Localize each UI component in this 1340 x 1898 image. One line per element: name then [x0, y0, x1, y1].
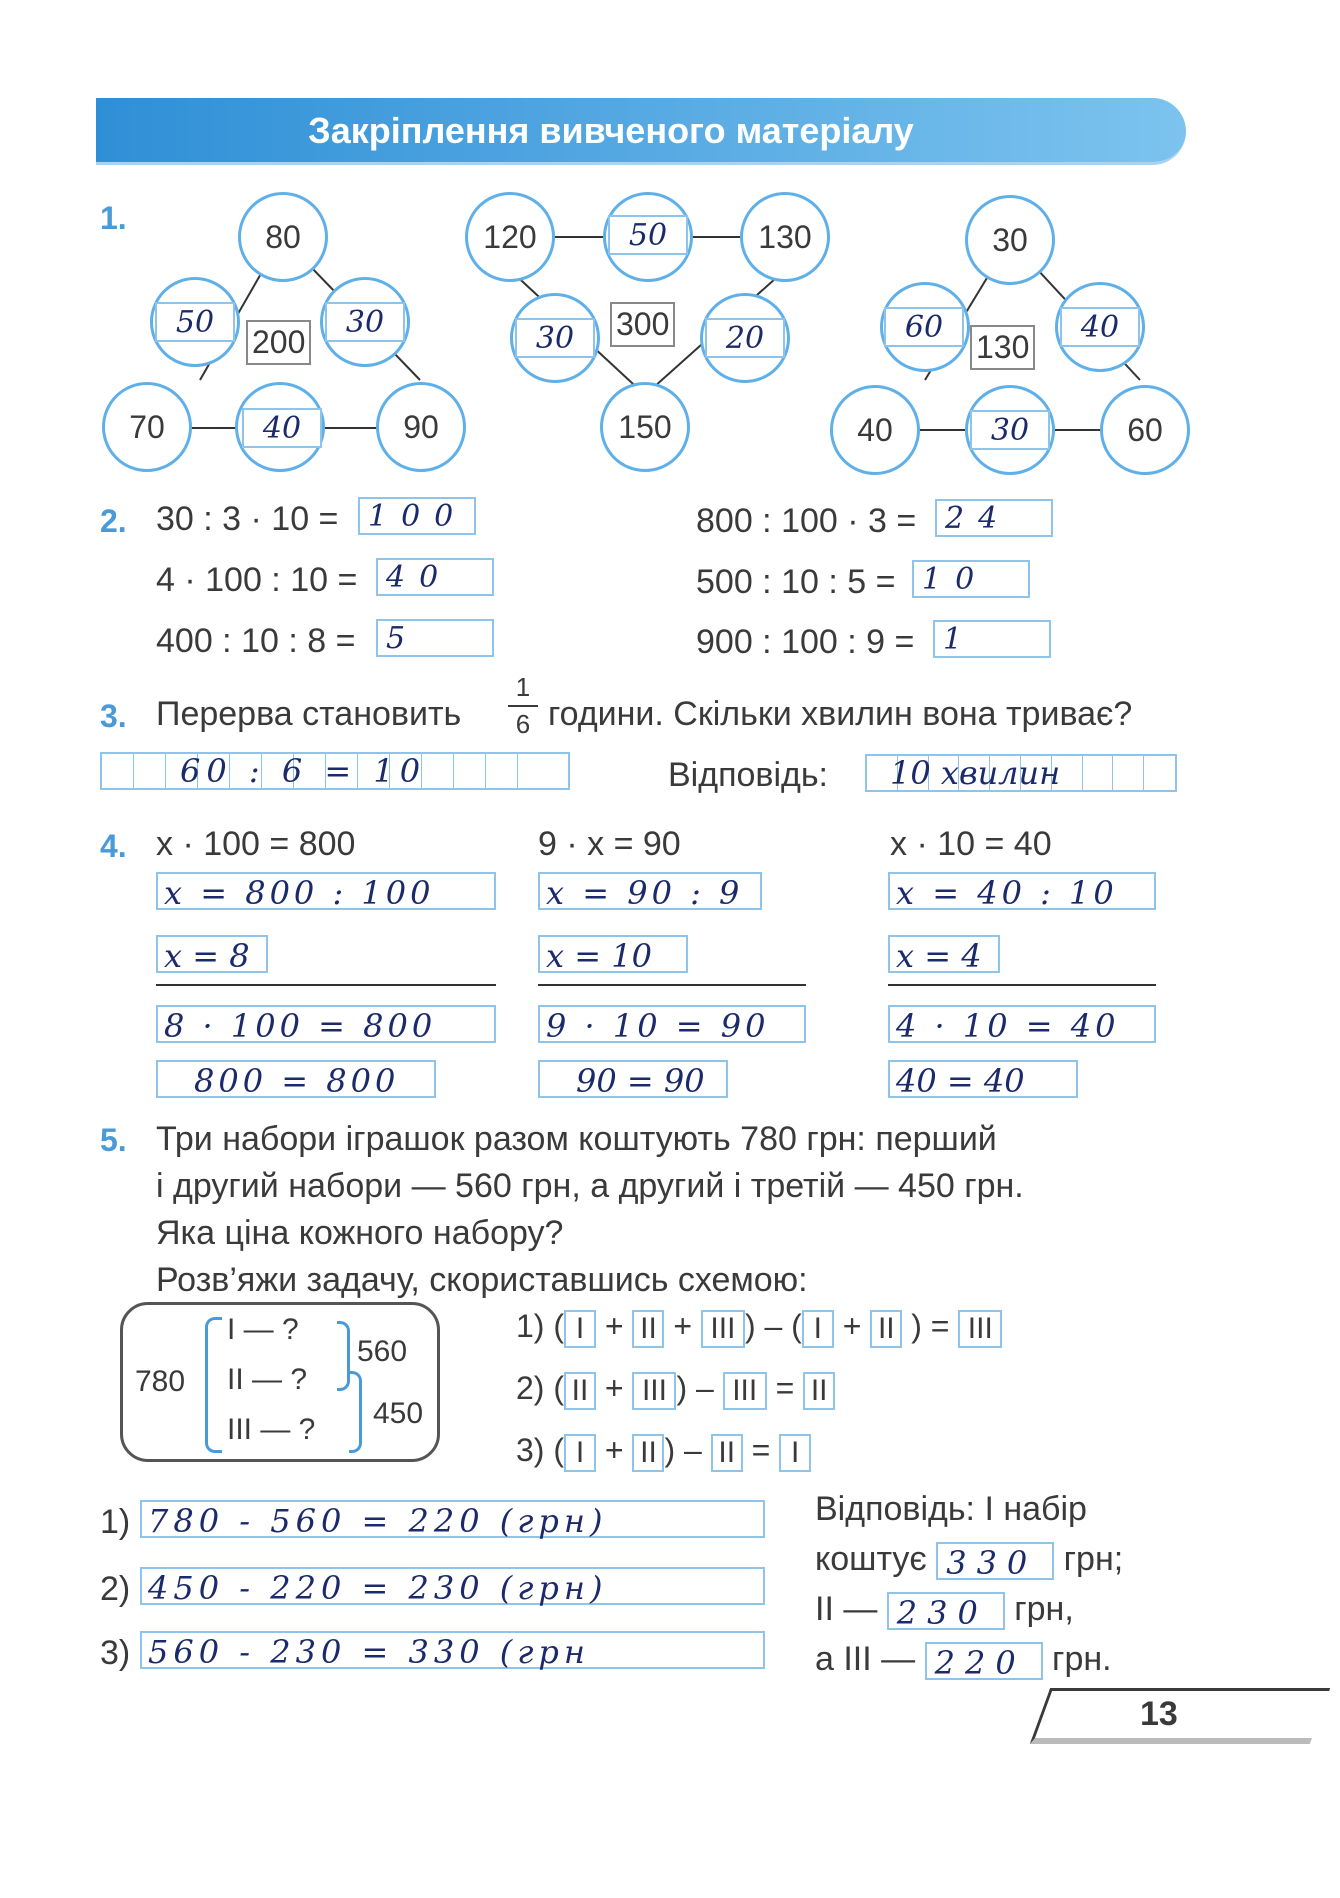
ex5-answer-value-2: 230	[887, 1592, 1005, 1630]
ex4-col2-divider	[538, 984, 806, 986]
ex4-col1-equation: x · 100 = 800	[156, 825, 356, 863]
ex3-text-before: Перерва становить	[156, 695, 462, 733]
ex5-solution-3-number: 3)	[100, 1634, 131, 1672]
ex4-col2-check2: 90 = 90	[538, 1060, 728, 1098]
t3-top-circle: 30	[965, 195, 1055, 285]
ex5-solution-1: 780 - 560 = 220 (грн)	[140, 1500, 765, 1538]
t3-edge-right-answer: 40	[1060, 307, 1140, 347]
exercise-1-number: 1.	[100, 200, 127, 236]
t1-center-number: 200	[246, 320, 311, 365]
ex2-answer-2: 40	[376, 558, 494, 596]
scheme-sum-560: 560	[357, 1335, 408, 1368]
ex5-line-1: Три набори іграшок разом коштують 780 грн: перший	[156, 1120, 997, 1158]
ex4-col3-check2: 40 = 40	[888, 1060, 1078, 1098]
ex4-col2-equation: 9 · x = 90	[538, 825, 681, 863]
ex2-answer-3: 5	[376, 619, 494, 657]
ex4-col2-step2: x = 10	[538, 935, 688, 973]
t1-right-circle: 90	[376, 382, 466, 472]
ex3-answer-label: Відповідь:	[668, 756, 829, 794]
ex4-col3-step1: x = 40 : 10	[888, 872, 1156, 910]
ex5-solution-2-number: 2)	[100, 1570, 131, 1608]
t2-bottom-circle: 150	[600, 382, 690, 472]
t1-left-circle: 70	[102, 382, 192, 472]
ex4-col3-equation: x · 10 = 40	[890, 825, 1052, 863]
scheme-set-1: I — ?	[227, 1313, 299, 1346]
ex2-answer-1: 100	[358, 497, 476, 535]
t3-edge-bottom-answer: 30	[970, 410, 1050, 450]
ex4-col1-check2: 800 = 800	[156, 1060, 436, 1098]
ex3-fraction-numerator: 1	[515, 672, 531, 702]
ex5-answer-value-3: 220	[925, 1642, 1043, 1680]
ex4-col2-check1: 9 · 10 = 90	[538, 1005, 806, 1043]
ex5-step-3: 3) ( I + II ) – II = I	[516, 1432, 811, 1472]
t3-right-circle: 60	[1100, 385, 1190, 475]
scheme-brace-450	[349, 1371, 362, 1453]
ex5-line-3: Яка ціна кожного набору?	[156, 1214, 564, 1252]
header-title: Закріплення вивченого матеріалу	[308, 110, 914, 151]
ex3-fraction-denominator: 6	[515, 709, 531, 739]
t2-edge-left-answer: 30	[515, 318, 595, 358]
t1-top-circle: 80	[238, 192, 328, 282]
ex2-answer-6: 1	[933, 620, 1051, 658]
t1-edge-right-answer: 30	[325, 302, 405, 342]
ex5-answer-value-1: 330	[936, 1542, 1054, 1580]
ex2-expr-5: 500 : 10 : 5 =	[696, 563, 896, 601]
scheme-sum-450: 450	[373, 1397, 424, 1430]
t2-left-circle: 120	[465, 192, 555, 282]
ex3-work: 60 : 6 = 10	[180, 752, 427, 790]
ex5-step-1: 1) ( I + II + III ) – ( I + II ) = III	[516, 1308, 1002, 1348]
ex4-col3-check1: 4 · 10 = 40	[888, 1005, 1156, 1043]
page-number-tab	[1030, 1688, 1330, 1744]
ex2-answer-4: 24	[935, 499, 1053, 537]
ex5-answer-line-3: II — 230 грн,	[815, 1590, 1074, 1633]
ex4-col1-check1: 8 · 100 = 800	[156, 1005, 496, 1043]
t3-left-circle: 40	[830, 385, 920, 475]
scheme-total: 780	[135, 1365, 186, 1398]
t1-edge-bottom-answer: 40	[242, 408, 322, 448]
t3-edge-left-answer: 60	[884, 307, 964, 347]
exercise-4-number: 4.	[100, 828, 127, 864]
ex2-expr-2: 4 · 100 : 10 =	[156, 561, 358, 599]
t2-right-circle: 130	[740, 192, 830, 282]
ex5-solution-1-number: 1)	[100, 1503, 131, 1541]
ex5-scheme	[120, 1302, 440, 1462]
ex5-solution-3: 560 - 230 = 330 (грн	[140, 1631, 765, 1669]
scheme-brace-left	[205, 1317, 222, 1453]
scheme-set-2: II — ?	[227, 1363, 308, 1396]
ex5-solution-2: 450 - 220 = 230 (грн)	[140, 1567, 765, 1605]
t3-center-number: 130	[970, 325, 1035, 370]
ex5-answer-line-2: коштує 330 грн;	[815, 1540, 1124, 1583]
scheme-set-3: III — ?	[227, 1413, 316, 1446]
exercise-2-number: 2.	[100, 503, 127, 539]
ex5-answer-line-1: Відповідь: I набір	[815, 1490, 1087, 1528]
ex4-col3-step2: x = 4	[888, 935, 1000, 973]
ex2-answer-5: 10	[912, 560, 1030, 598]
ex2-expr-4: 800 : 100 · 3 =	[696, 502, 917, 540]
ex5-answer-line-4: а III — 220 грн.	[815, 1640, 1112, 1683]
ex2-expr-6: 900 : 100 : 9 =	[696, 623, 915, 661]
exercise-5-number: 5.	[100, 1122, 127, 1158]
ex4-col1-step2: x = 8	[156, 935, 268, 973]
ex4-col1-step1: x = 800 : 100	[156, 872, 496, 910]
t2-center-number: 300	[610, 302, 675, 347]
page-number: 13	[1140, 1695, 1178, 1733]
t1-edge-left-answer: 50	[155, 302, 235, 342]
ex3-fraction	[508, 672, 538, 740]
t2-edge-right-answer: 20	[705, 318, 785, 358]
exercise-3-number: 3.	[100, 698, 127, 734]
ex4-col1-divider	[156, 984, 496, 986]
ex4-col3-divider	[888, 984, 1156, 986]
ex3-answer: 10 хвилин	[890, 754, 1061, 792]
ex3-text-after: години. Скільки хвилин вона триває?	[548, 695, 1133, 733]
t2-edge-top-answer: 50	[608, 215, 688, 255]
ex2-expr-1: 30 : 3 · 10 =	[156, 500, 339, 538]
ex5-step-2: 2) ( II + III ) – III = II	[516, 1370, 835, 1410]
ex5-line-4: Розв’яжи задачу, скориставшись схемою:	[156, 1261, 808, 1299]
ex4-col2-step1: x = 90 : 9	[538, 872, 762, 910]
ex2-expr-3: 400 : 10 : 8 =	[156, 622, 356, 660]
ex5-line-2: і другий набори — 560 грн, а другий і третій — 450 грн.	[156, 1167, 1024, 1205]
